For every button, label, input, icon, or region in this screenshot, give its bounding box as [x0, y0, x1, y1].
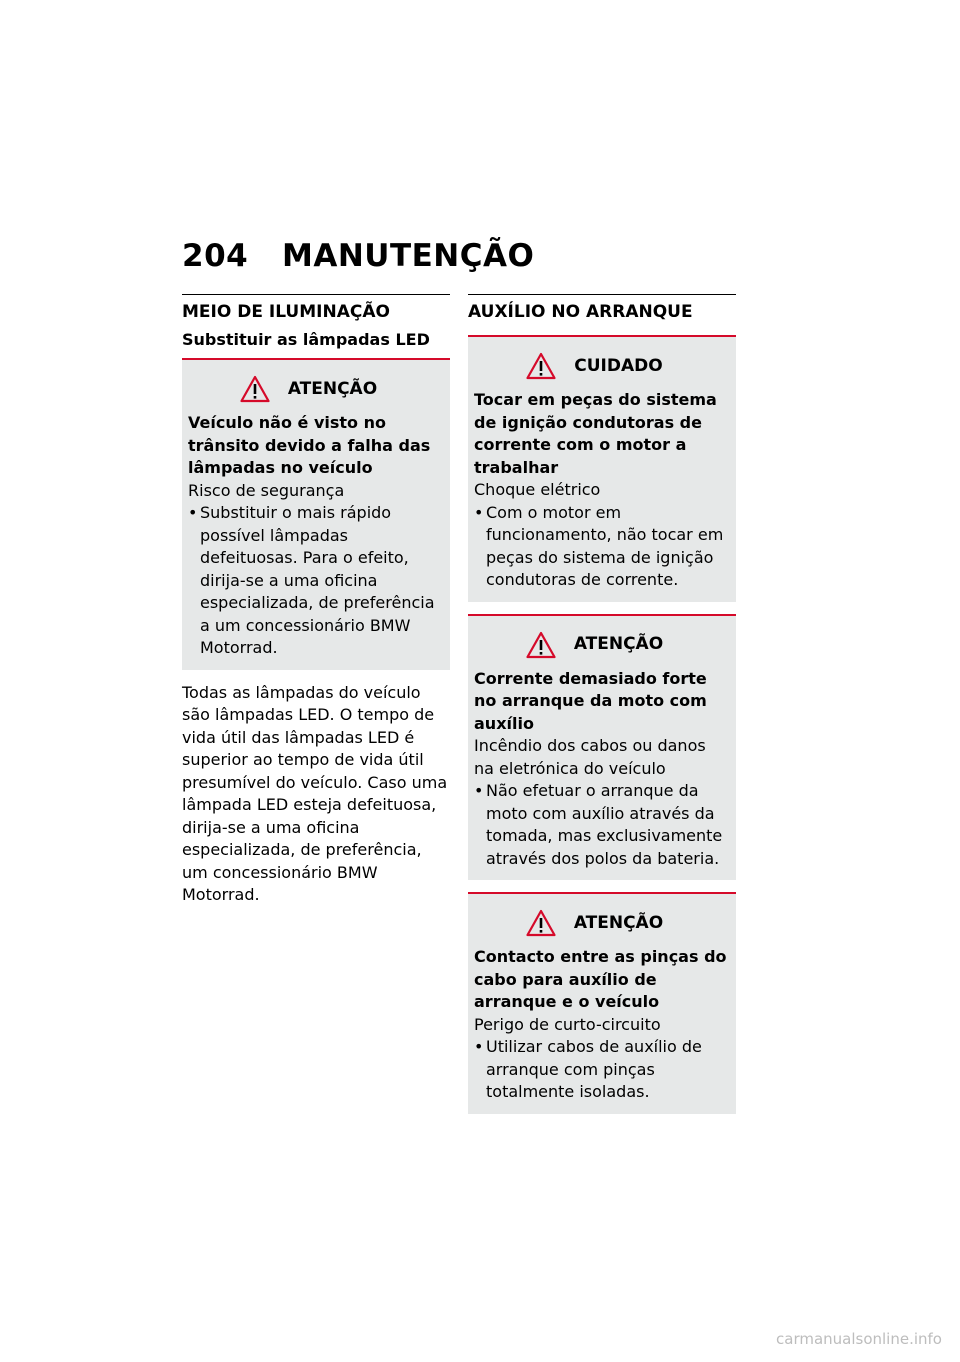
warning-consequence: Incêndio dos cabos ou danos na eletrónica do veículo	[474, 736, 706, 778]
warning-triangle-icon	[526, 352, 556, 380]
chapter-title: MANUTENÇÃO	[282, 238, 535, 274]
section-title: MEIO DE ILUMINAÇÃO	[182, 294, 450, 324]
warning-label: ATENÇÃO	[573, 634, 664, 655]
warning-header	[474, 349, 729, 383]
page-header	[182, 238, 534, 274]
warning-triangle-icon	[526, 631, 556, 659]
warning-consequence: Risco de segurança	[188, 480, 345, 500]
warning-consequence: Perigo de curto-circuito	[474, 1014, 661, 1034]
caution-box	[468, 335, 736, 602]
subsection-title: Substituir as lâmpadas LED	[182, 330, 430, 349]
warning-box	[182, 358, 450, 670]
warning-label: ATENÇÃO	[287, 378, 378, 399]
warning-title: Tocar em peças do sistema de ignição condutoras de corrente com o motor a trabalhar	[474, 390, 717, 477]
warning-title: Contacto entre as pinças do cabo para auxílio de arranque e o veículo	[474, 947, 727, 1011]
warning-action: • Substituir o mais rápido possível lâmpadas defeituosas. Para o efeito, dirija-se a uma oficina especializada, de preferência a um concessionário BMW Motorrad.	[188, 502, 443, 660]
warning-label: ATENÇÃO	[573, 912, 664, 933]
warning-header	[188, 372, 443, 406]
warning-consequence: Choque elétrico	[474, 480, 601, 499]
watermark-link[interactable]: carmanualsonline.info	[776, 1330, 942, 1348]
right-column	[468, 294, 736, 1114]
body-paragraph: Todas as lâmpadas do veículo são lâmpadas LED. O tempo de vida útil das lâmpadas LED é superior ao tempo de vida útil presumível do veículo. Caso uma lâmpada LED esteja defeituosa, dirija-se a uma oficina especializada, de preferência, um concessionário BMW Motorrad.	[182, 682, 448, 904]
warning-header	[474, 906, 729, 940]
warning-triangle-icon	[526, 909, 556, 937]
left-column	[182, 294, 450, 907]
warning-title: Corrente demasiado forte no arranque da moto com auxílio	[474, 668, 707, 733]
warning-label: CUIDADO	[574, 355, 663, 376]
warning-box	[468, 614, 736, 881]
warning-action: • Utilizar cabos de auxílio de arranque com pinças totalmente isoladas.	[474, 1036, 729, 1104]
warning-action: • Com o motor em funcionamento, não tocar em peças do sistema de ignição condutoras de corrente.	[474, 502, 729, 592]
warning-action: • Não efetuar o arranque da moto com auxílio através da tomada, mas exclusivamente através dos polos da bateria.	[474, 780, 729, 870]
warning-box	[468, 892, 736, 1114]
warning-header	[474, 628, 729, 662]
section-title: AUXÍLIO NO ARRANQUE	[468, 294, 736, 324]
page-number: 204	[182, 238, 249, 274]
warning-triangle-icon	[240, 375, 270, 403]
warning-title: Veículo não é visto no trânsito devido a falha das lâmpadas no veículo	[188, 413, 431, 477]
